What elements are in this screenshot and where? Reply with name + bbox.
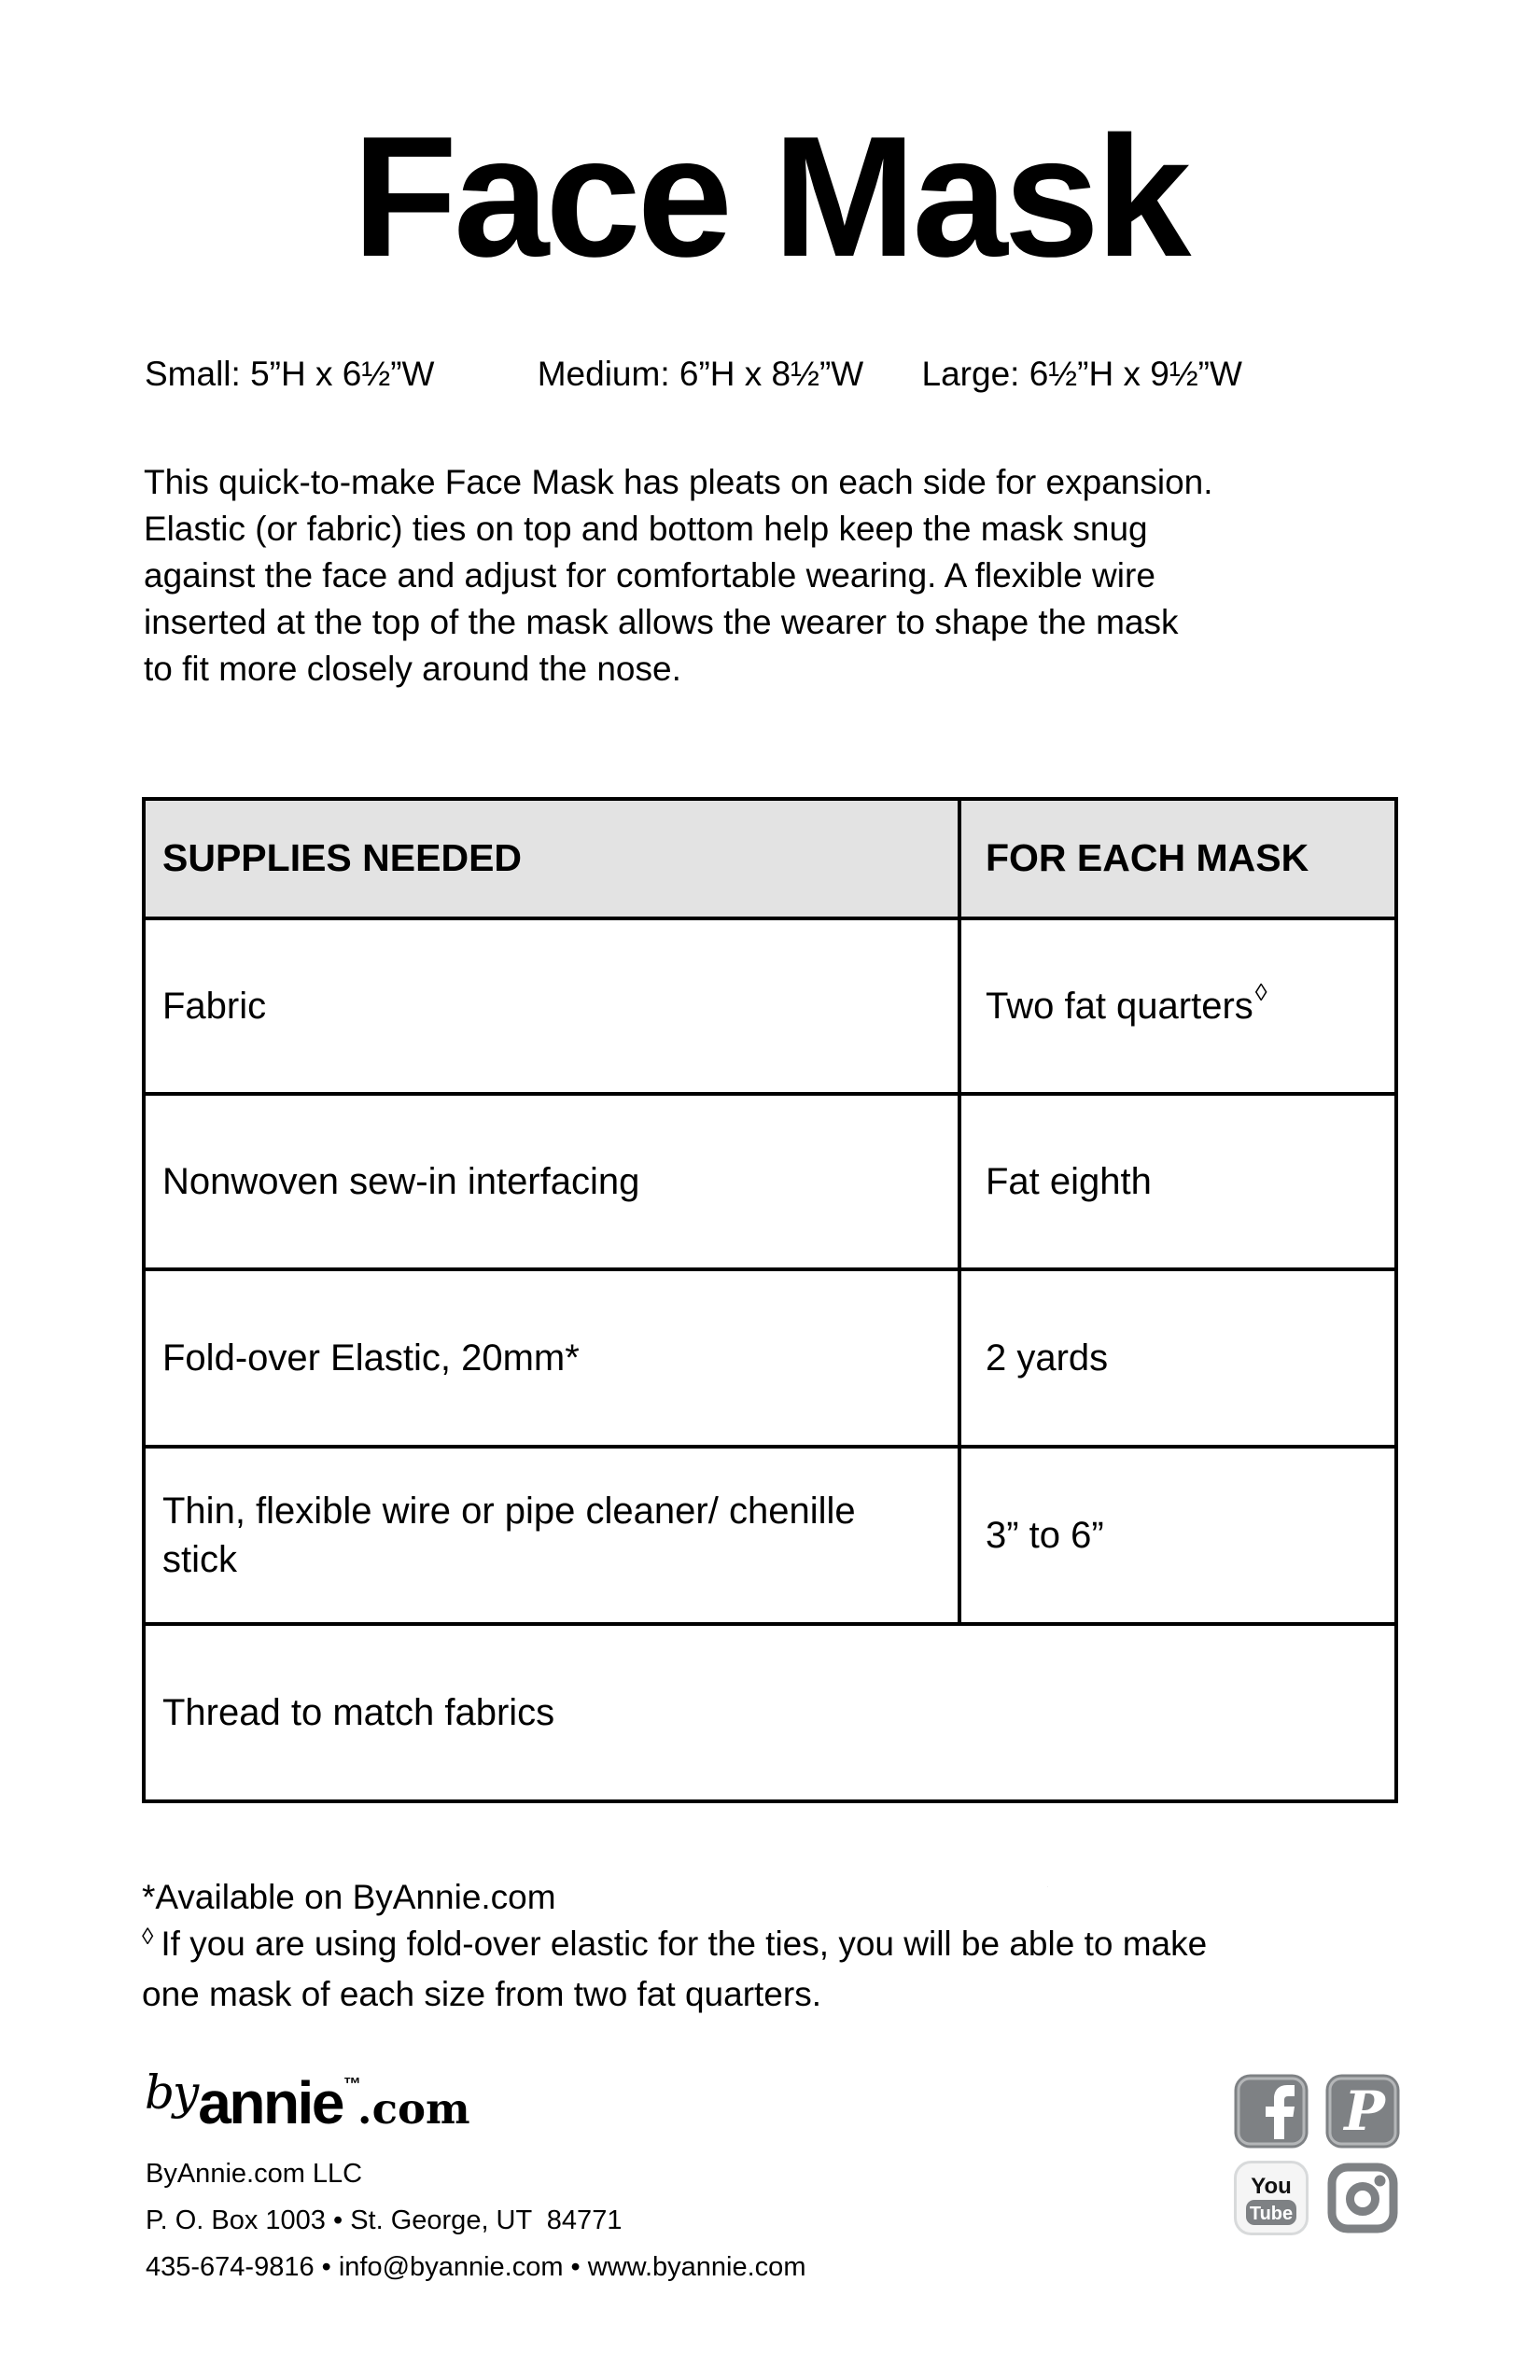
pinterest-icon[interactable] [1325, 2074, 1400, 2149]
logo-by: by [145, 2065, 198, 2120]
facebook-icon[interactable] [1047, 1887, 1309, 2149]
company-info [146, 2150, 805, 2290]
youtube-icon[interactable] [1234, 2161, 1309, 2235]
amount-cell: 2 yards [986, 1337, 1109, 1379]
description-line: to fit more closely around the nose. [144, 650, 681, 688]
amount-cell [961, 920, 1394, 1092]
social-icons [1047, 1887, 1400, 2235]
company-name: ByAnnie.com LLC [146, 2159, 363, 2189]
diamond-footnote-marker: ◊ [1254, 978, 1267, 1007]
company-contact: 435-674-9816 • info@byannie.com • www.byannie.com [146, 2252, 806, 2282]
size-medium: Medium: 6”H x 8½”W [537, 355, 864, 393]
supply-cell: Thin, flexible wire or pipe cleaner/ chenille stick [146, 1449, 961, 1622]
amount-cell: Fat eighth [986, 1161, 1152, 1202]
table-header-row [146, 801, 1394, 920]
size-small: Small: 5”H x 6½”W [145, 355, 435, 393]
footnote-asterisk: *Available on ByAnnie.com [142, 1878, 556, 1916]
trademark-symbol: ™ [343, 2075, 361, 2094]
description-line: This quick-to-make Face Mask has pleats on each side for expansion. [144, 463, 1213, 501]
size-large: Large: 6½”H x 9½”W [921, 355, 1242, 393]
youtube-you-label: You [1251, 2174, 1292, 2199]
table-row-interfacing [146, 1096, 1394, 1271]
footnotes [142, 1874, 1207, 2018]
company-address: P. O. Box 1003 • St. George, UT 84771 [146, 2205, 623, 2235]
pinterest-glyph: P [1344, 2079, 1385, 2143]
footnote-diamond-cont: one mask of each size from two fat quarters. [142, 1975, 821, 2013]
description-paragraph [144, 459, 1213, 693]
header-for-each-mask: FOR EACH MASK [986, 836, 1309, 880]
logo-annie: annie [198, 2069, 343, 2136]
table-row-wire [146, 1449, 1394, 1626]
supply-cell: Fabric [146, 920, 961, 1092]
byannie-logo [145, 2065, 470, 2137]
amount-cell: 3” to 6” [986, 1515, 1104, 1556]
supply-cell: Nonwoven sew-in interfacing [146, 1096, 961, 1267]
sizes-line [145, 355, 1242, 394]
logo-com: .com [357, 2084, 470, 2134]
description-line: against the face and adjust for comfortable wearing. A flexible wire [144, 556, 1155, 595]
description-line: Elastic (or fabric) ties on top and bottom help keep the mask snug [144, 510, 1148, 548]
youtube-tube-label: Tube [1249, 2204, 1294, 2224]
amount-text: Two fat quarters [986, 986, 1253, 1027]
table-row-thread [146, 1626, 1394, 1799]
header-supplies-needed: SUPPLIES NEEDED [146, 801, 961, 917]
instagram-icon[interactable] [1325, 2161, 1400, 2235]
footnote-diamond: ◊ If you are using fold-over elastic for the ties, you will be able to make [142, 1924, 1208, 1963]
facebook-glyph-label: f [1047, 1887, 1048, 1888]
supplies-table [142, 797, 1398, 1803]
supply-cell: Thread to match fabrics [162, 1691, 555, 1733]
table-row-fabric [146, 920, 1394, 1096]
diamond-icon: ◊ [142, 1924, 154, 1950]
page-title: Face Mask [352, 100, 1188, 292]
supply-cell: Fold-over Elastic, 20mm* [146, 1271, 961, 1445]
table-row-elastic [146, 1271, 1394, 1449]
description-line: inserted at the top of the mask allows the wearer to shape the mask [144, 603, 1179, 641]
